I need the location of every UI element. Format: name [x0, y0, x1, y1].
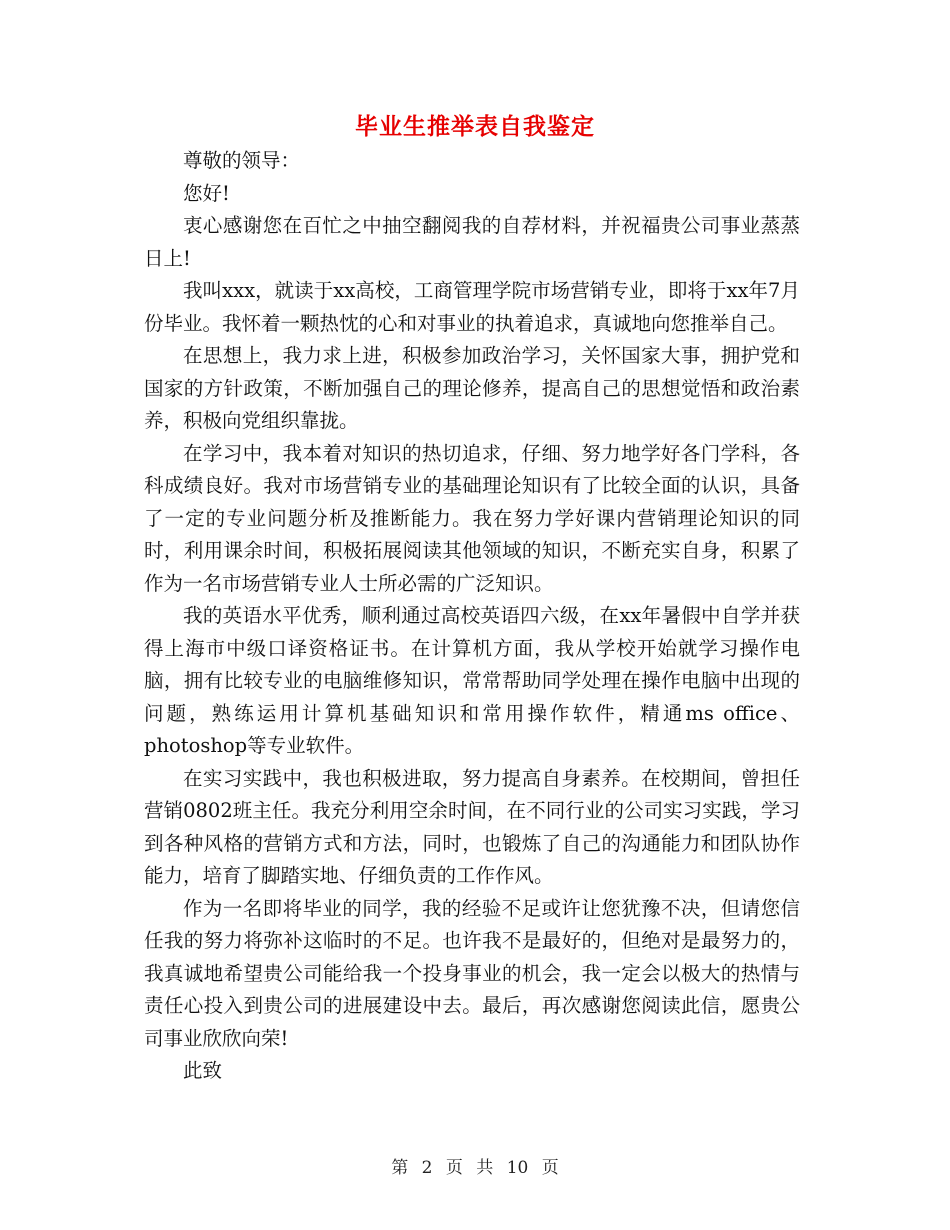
document-title: 毕业生推举表自我鉴定 [355, 113, 595, 140]
footer-label-prefix: 第 [391, 1158, 409, 1178]
greeting: 您好! [183, 181, 230, 205]
paragraph-skills: 我的英语水平优秀，顺利通过高校英语四六级，在xx年暑假中自学并获得上海市中级口译资格证书。在计算机方面，我从学校开始就学习操作电脑，拥有比较专业的电脑维修知识，常常帮助同学处理在操作电脑中出现的问题，熟练运用计算机基础知识和常用操作软件，精通ms office、photoshop等专业软件。 [144, 604, 800, 757]
letter-body [144, 145, 800, 1088]
paragraph-conclusion: 作为一名即将毕业的同学，我的经验不足或许让您犹豫不决，但请您信任我的努力将弥补这临时的不足。也许我不是最好的，但绝对是最努力的，我真诚地希望贵公司能给我一个投身事业的机会，我一定会以极大的热情与责任心投入到贵公司的进展建设中去。最后，再次感谢您阅读此信，愿贵公司事业欣欣向荣! [144, 896, 800, 1050]
footer-label-page: 页 [445, 1158, 463, 1178]
paragraph-practice: 在实习实践中，我也积极进取，努力提高自身素养。在校期间，曾担任营销0802班主任。我充分利用空余时间，在不同行业的公司实习实践，学习到各种风格的营销方式和方法，同时，也锻炼了自己的沟通能力和团队协作能力，培育了脚踏实地、仔细负责的工作作风。 [144, 766, 800, 887]
page-footer [0, 1153, 950, 1178]
salutation: 尊敬的领导： [183, 149, 301, 172]
total-page-count: 10 [506, 1158, 529, 1178]
paragraph-study: 在学习中，我本着对知识的热切追求，仔细、努力地学好各门学科，各科成绩良好。我对市场营销专业的基础理论知识有了比较全面的认识，具备了一定的专业问题分析及推断能力。我在努力学好课内营销理论知识的同时，利用课余时间，积极拓展阅读其他领域的知识，不断充实自身，积累了作为一名市场营销专业人士所必需的广泛知识。 [144, 441, 800, 595]
paragraph-introduction: 我叫xxx，就读于xx高校，工商管理学院市场营销专业，即将于xx年7月份毕业。我怀着一颗热忱的心和对事业的执着追求，真诚地向您推举自己。 [144, 279, 800, 335]
footer-label-suffix: 页 [541, 1158, 559, 1178]
paragraph-ideology: 在思想上，我力求上进，积极参加政治学习，关怀国家大事，拥护党和国家的方针政策，不断加强自己的理论修养，提高自己的思想觉悟和政治素养，积极向党组织靠拢。 [144, 344, 800, 432]
paragraph-thanks: 衷心感谢您在百忙之中抽空翻阅我的自荐材料，并祝福贵公司事业蒸蒸日上! [144, 214, 800, 270]
closing: 此致 [183, 1059, 223, 1082]
footer-label-total: 共 [476, 1158, 494, 1178]
current-page-number: 2 [421, 1158, 433, 1178]
